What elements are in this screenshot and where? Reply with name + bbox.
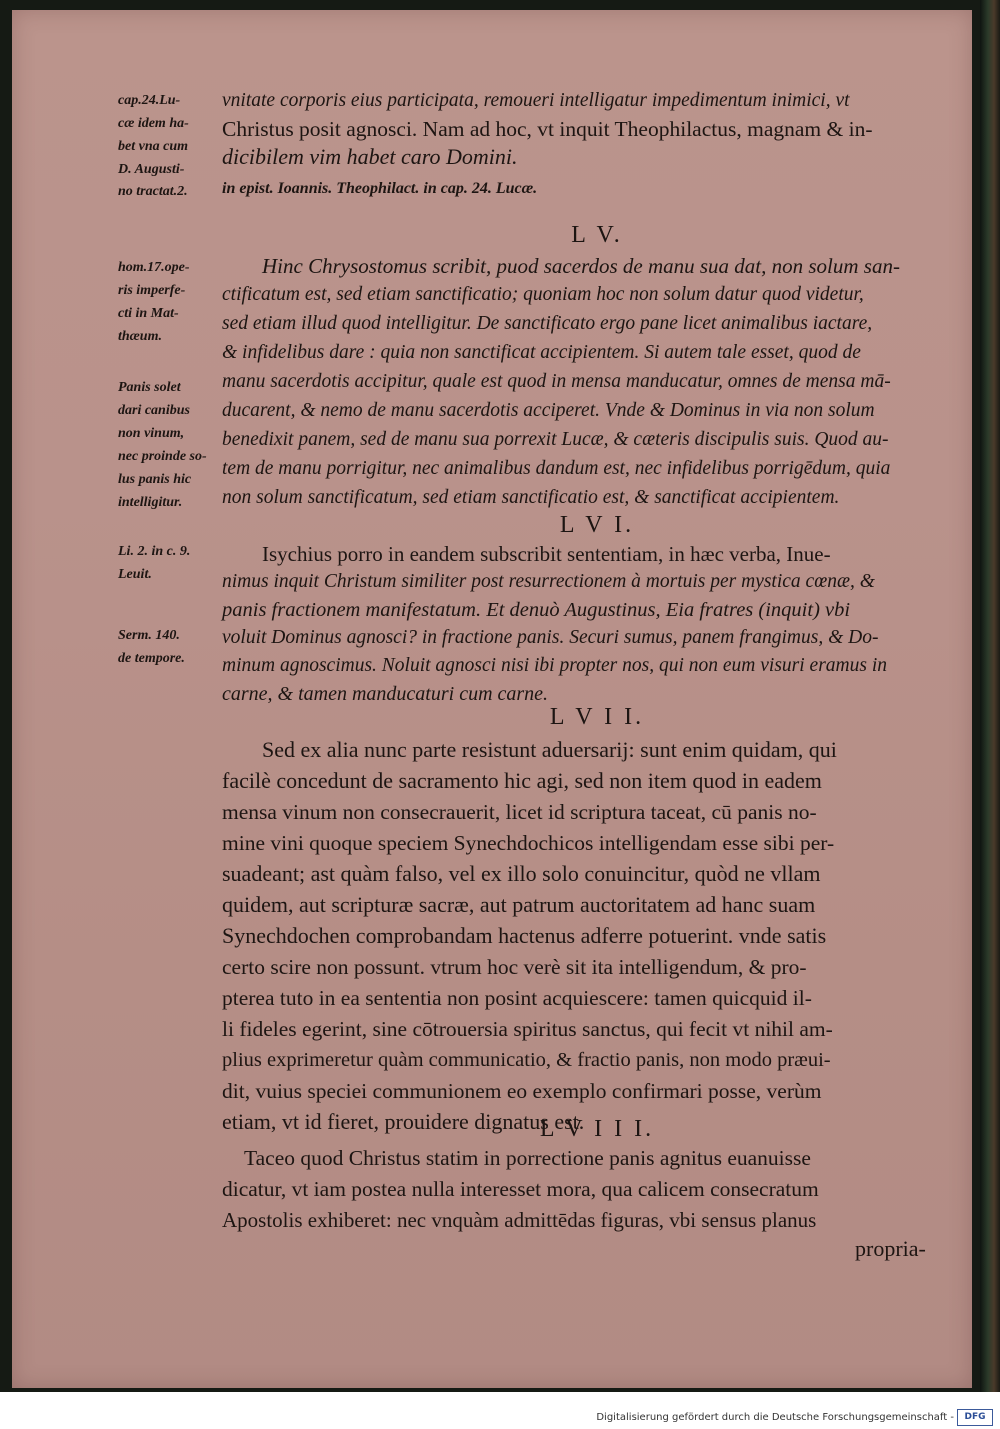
text-line: facilè concedunt de sacramento hic agi, sed non item quod in eadem (222, 768, 822, 793)
margin-line: nec proinde so- (118, 449, 207, 464)
margin-note-lvi-1 (118, 540, 238, 586)
funding-notice: Digitalisierung gefördert durch die Deutsche Forschungsgemeinschaft - (596, 1412, 954, 1423)
text-line: carne, & tamen manducaturi cum carne. (222, 683, 549, 705)
text-line: non solum sanctificatum, sed etiam sanctificatio est, & sanctificat accipientem. (222, 487, 840, 508)
text-line: Hinc Chrysostomus scribit, puod sacerdos de manu sua dat, non solum san- (262, 254, 900, 278)
text-line: Christus posit agnosci. Nam ad hoc, vt inquit Theophilactus, magnam & in- (222, 117, 873, 141)
text-line: & infidelibus dare : quia non sanctificat accipientem. Si autem tale esset, quod de (222, 342, 861, 363)
text-line: certo scire non possunt. vtrum hoc verè sit ita intelligendum, & pro- (222, 955, 807, 979)
margin-line: dari canibus (118, 403, 190, 418)
margin-line: Panis solet (118, 380, 181, 395)
text-line: mensa vinum non consecrauerit, licet id scriptura taceat, cū panis no- (222, 800, 817, 824)
text-line: Synechdochen comprobandam hactenus adferre potuerint. vnde satis (222, 923, 827, 948)
text-line: pterea tuto in ea sententia non posint acquiescere: tamen quicquid il- (222, 986, 812, 1010)
margin-note-top-ref (118, 180, 238, 203)
margin-line: de tempore. (118, 651, 185, 666)
margin-note-lvi-2 (118, 624, 238, 670)
text-line: Isychius porro in eandem subscribit sententiam, in hæc verba, Inue- (262, 542, 831, 566)
margin-line: hom.17.ope- (118, 260, 190, 275)
margin-line: cap.24.Lu- (118, 93, 181, 108)
margin-note-lv-panis (118, 376, 238, 514)
section-heading-lviii: L V I I I. (539, 1116, 655, 1142)
book-page (12, 10, 972, 1388)
text-line: panis fractionem manifestatum. Et denuò Augustinus, Eia fratres (inquit) vbi (222, 599, 851, 621)
text-line: vnitate corporis eius participata, remoueri intelligatur impedimentum inimici, vt (222, 90, 850, 111)
book-edge (980, 0, 1000, 1392)
text-line: ducarent, & nemo de manu sacerdotis acciperet. Vnde & Dominus in via non solum (222, 400, 875, 421)
margin-line: cæ idem ha- (118, 116, 189, 131)
section-heading-lvi: L V I. (559, 512, 635, 538)
margin-line: non vinum, (118, 426, 185, 441)
text-line: dicatur, vt iam postea nulla interesset mora, qua calicem consecratum (222, 1177, 819, 1201)
margin-line: Li. 2. in c. 9. (118, 544, 191, 559)
text-line: minum agnoscimus. Noluit agnosci nisi ibi propter nos, qui non eum visuri eramus in (222, 655, 887, 676)
margin-line: Leuit. (118, 567, 152, 582)
section-heading-lvii: L V I I. (549, 704, 645, 730)
text-line: ctificatum est, sed etiam sanctificatio; quoniam hoc non solum datur quod videtur, (222, 284, 864, 305)
footer-bar (0, 1392, 1000, 1429)
text-line: manu sacerdotis accipitur, quale est quod in mensa manducatur, omnes de mensa mā- (222, 371, 891, 392)
margin-note-top (118, 89, 238, 181)
text-line: Sed ex alia nunc parte resistunt aduersarij: sunt enim quidam, qui (262, 737, 837, 762)
text-line: mine vini quoque speciem Synechdochicos intelligendam esse sibi per- (222, 831, 835, 855)
text-line: Taceo quod Christus statim in porrectione panis agnitus euanuisse (244, 1146, 811, 1170)
margin-line: Serm. 140. (118, 628, 180, 643)
dfg-logo-icon: DFG (957, 1409, 993, 1426)
text-line: Apostolis exhiberet: nec vnquàm admittēdas figuras, vbi sensus planus (222, 1208, 817, 1232)
catchword: propria- (855, 1236, 926, 1261)
text-line: suadeant; ast quàm falso, vel ex illo solo conuincitur, quòd ne vllam (222, 861, 821, 886)
text-line: quidem, aut scripturæ sacræ, aut patrum auctoritatem ad hanc suam (222, 892, 816, 917)
margin-line: D. Augusti- (118, 162, 185, 177)
text-line: etiam, vt id fieret, prouidere dignatus est. (222, 1109, 585, 1134)
text-line: dit, vuius speciei communionem eo exemplo confirmari posse, verùm (222, 1079, 822, 1103)
text-line: plius exprimeretur quàm communicatio, & fractio panis, non modo præui- (222, 1049, 831, 1071)
text-line: benedixit panem, sed de manu sua porrexit Lucæ, & cæteris discipulis suis. Quod au- (222, 429, 889, 450)
text-line: li fideles egerint, sine cōtrouersia spiritus sanctus, qui fecit vt nihil am- (222, 1017, 833, 1041)
margin-line: lus panis hic (118, 472, 192, 487)
margin-note-lv (118, 256, 238, 348)
text-line: sed etiam illud quod intelligitur. De sanctificato ergo pane licet animalibus iactare, (222, 313, 873, 334)
margin-line: thæum. (118, 329, 162, 344)
margin-line: cti in Mat- (118, 306, 179, 321)
text-line: dicibilem vim habet caro Domini. (222, 144, 518, 169)
margin-line: intelligitur. (118, 495, 183, 510)
margin-line: ris imperfe- (118, 283, 186, 298)
margin-line: no tractat.2. (118, 184, 188, 199)
text-line: tem de manu porrigitur, nec animalibus dandum est, nec infidelibus porrigēdum, quia (222, 458, 891, 479)
margin-line: bet vna cum (118, 139, 188, 154)
section-heading-lv: L V. (571, 222, 623, 248)
text-line: in epist. Ioannis. Theophilact. in cap. 24. Lucæ. (222, 180, 538, 197)
text-line: nimus inquit Christum similiter post resurrectionem à mortuis per mystica cœnæ, & (222, 571, 875, 592)
text-line: voluit Dominus agnosci? in fractione panis. Securi sumus, panem frangimus, & Do- (222, 627, 879, 648)
